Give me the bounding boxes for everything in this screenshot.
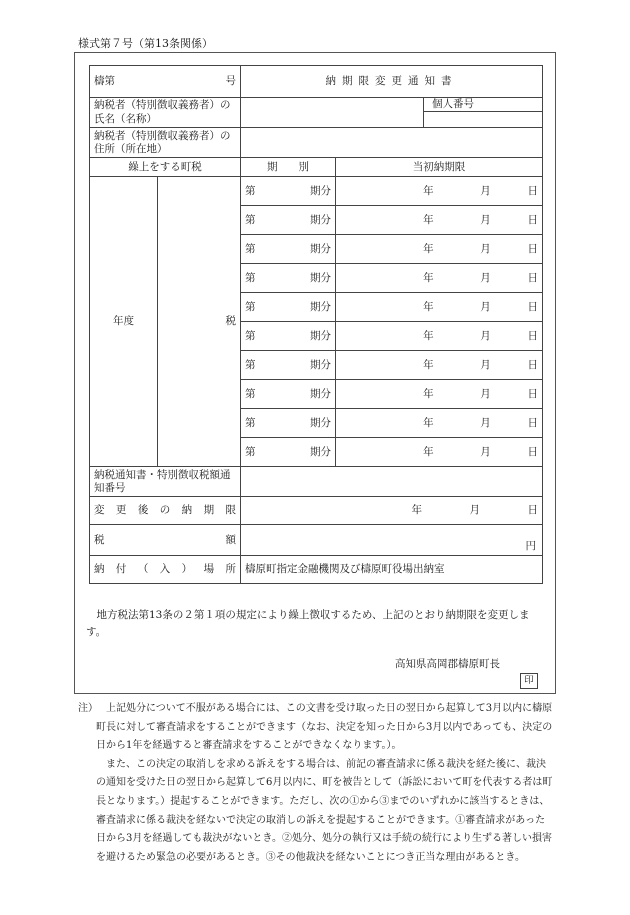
note-paragraph: 上記処分について不服がある場合には、この文書を受け取った日の翌日から起算して3月以内に檮原町長に対して審査請求をすることができます（なお、決定を知った日から3月以内であっても、決定の日から1年を経過すると審査請求をすることができなくなります。）。 bbox=[96, 703, 553, 752]
document-number-suffix: 号 bbox=[225, 74, 236, 87]
due-date-cell[interactable]: 年 月 日 bbox=[336, 322, 543, 351]
due-date-cell[interactable]: 年 月 日 bbox=[336, 409, 543, 438]
due-date-cell[interactable]: 年 月 日 bbox=[336, 351, 543, 380]
notice-body-text: 地方税法第13条の２第１項の規定により繰上徴収するため、上記のとおり納期限を変更します。 bbox=[86, 609, 530, 638]
notice-body bbox=[86, 607, 548, 641]
document-number-prefix: 檮第 bbox=[94, 74, 115, 87]
period-cell[interactable]: 第 期分 bbox=[241, 438, 336, 467]
tax-type-cell[interactable] bbox=[158, 177, 241, 467]
tax-amount-value[interactable] bbox=[241, 525, 543, 556]
changed-due-label: 変更後の納期限 bbox=[90, 497, 241, 525]
period-cell[interactable]: 第 期分 bbox=[241, 409, 336, 438]
due-date-cell[interactable]: 年 月 日 bbox=[336, 438, 543, 467]
changed-due-value[interactable]: 年 月 日 bbox=[241, 497, 543, 525]
due-date-cell[interactable]: 年 月 日 bbox=[336, 293, 543, 322]
taxpayer-name-value[interactable] bbox=[241, 98, 424, 128]
notes-section bbox=[78, 700, 554, 867]
due-date-cell[interactable]: 年 月 日 bbox=[336, 380, 543, 409]
fiscal-year-cell[interactable] bbox=[90, 177, 158, 467]
personal-number-label: 個人番号 bbox=[424, 98, 543, 112]
taxpayer-address-value[interactable] bbox=[241, 128, 543, 158]
due-date-cell[interactable]: 年 月 日 bbox=[336, 177, 543, 206]
period-header: 期 別 bbox=[241, 158, 336, 177]
form-number: 様式第７号（第13条関係） bbox=[78, 37, 213, 50]
original-due-header: 当初納期限 bbox=[336, 158, 543, 177]
due-date-cell[interactable]: 年 月 日 bbox=[336, 264, 543, 293]
notice-table bbox=[89, 65, 543, 584]
period-cell[interactable]: 第 期分 bbox=[241, 322, 336, 351]
notice-number-label: 納税通知書・特別徴収税額通知番号 bbox=[90, 467, 241, 497]
issuer-name: 高知県高岡郡檮原町長 bbox=[395, 658, 500, 670]
period-cell[interactable]: 第 期分 bbox=[241, 235, 336, 264]
document-number-cell bbox=[90, 66, 241, 98]
tax-type-label: 税 bbox=[225, 315, 236, 328]
period-cell[interactable]: 第 期分 bbox=[241, 380, 336, 409]
seal-box: 印 bbox=[520, 673, 538, 689]
payment-place-label: 納付（入）場所 bbox=[90, 556, 241, 584]
moved-up-tax-header: 繰上をする町税 bbox=[90, 158, 241, 177]
document-title: 納期限変更通知書 bbox=[241, 66, 543, 98]
note-paragraph: また、この決定の取消しを求める訴えをする場合は、前記の審査請求に係る裁決を経た後に、裁決の通知を受けた日の翌日から起算して6月以内に、町を被告として（訴訟において町を代表する者は町長となります。）提起することができます。ただし、次の①から③までのいずれかに該当するときは、審査請求に係る裁決を経ないで決定の取消しの訴えを提起することができます。①審査請求があった日から3月を経過しても裁決がないとき。②処分、処分の執行又は手続の続行により生ずる著しい損害を避けるため緊急の必要があるとき。③その他裁決を経ないことにつき正当な理由があるとき。 bbox=[96, 758, 553, 863]
due-date-cell[interactable]: 年 月 日 bbox=[336, 206, 543, 235]
yen-unit: 円 bbox=[525, 540, 536, 552]
payment-place-value: 檮原町指定金融機関及び檮原町役場出納室 bbox=[241, 556, 543, 584]
personal-number-value[interactable] bbox=[424, 112, 543, 128]
period-cell[interactable]: 第 期分 bbox=[241, 351, 336, 380]
period-cell[interactable]: 第 期分 bbox=[241, 264, 336, 293]
period-cell[interactable]: 第 期分 bbox=[241, 206, 336, 235]
period-cell[interactable]: 第 期分 bbox=[241, 293, 336, 322]
due-date-cell[interactable]: 年 月 日 bbox=[336, 235, 543, 264]
fiscal-year-label: 年度 bbox=[113, 315, 134, 328]
period-cell[interactable]: 第 期分 bbox=[241, 177, 336, 206]
notes-label: 注） bbox=[78, 703, 98, 714]
tax-amount-label: 税額 bbox=[90, 525, 241, 556]
taxpayer-name-label: 納税者（特別徴収義務者）の氏名（名称） bbox=[90, 98, 241, 128]
notice-number-value[interactable] bbox=[241, 467, 543, 497]
taxpayer-address-label: 納税者（特別徴収義務者）の住所（所在地） bbox=[90, 128, 241, 158]
